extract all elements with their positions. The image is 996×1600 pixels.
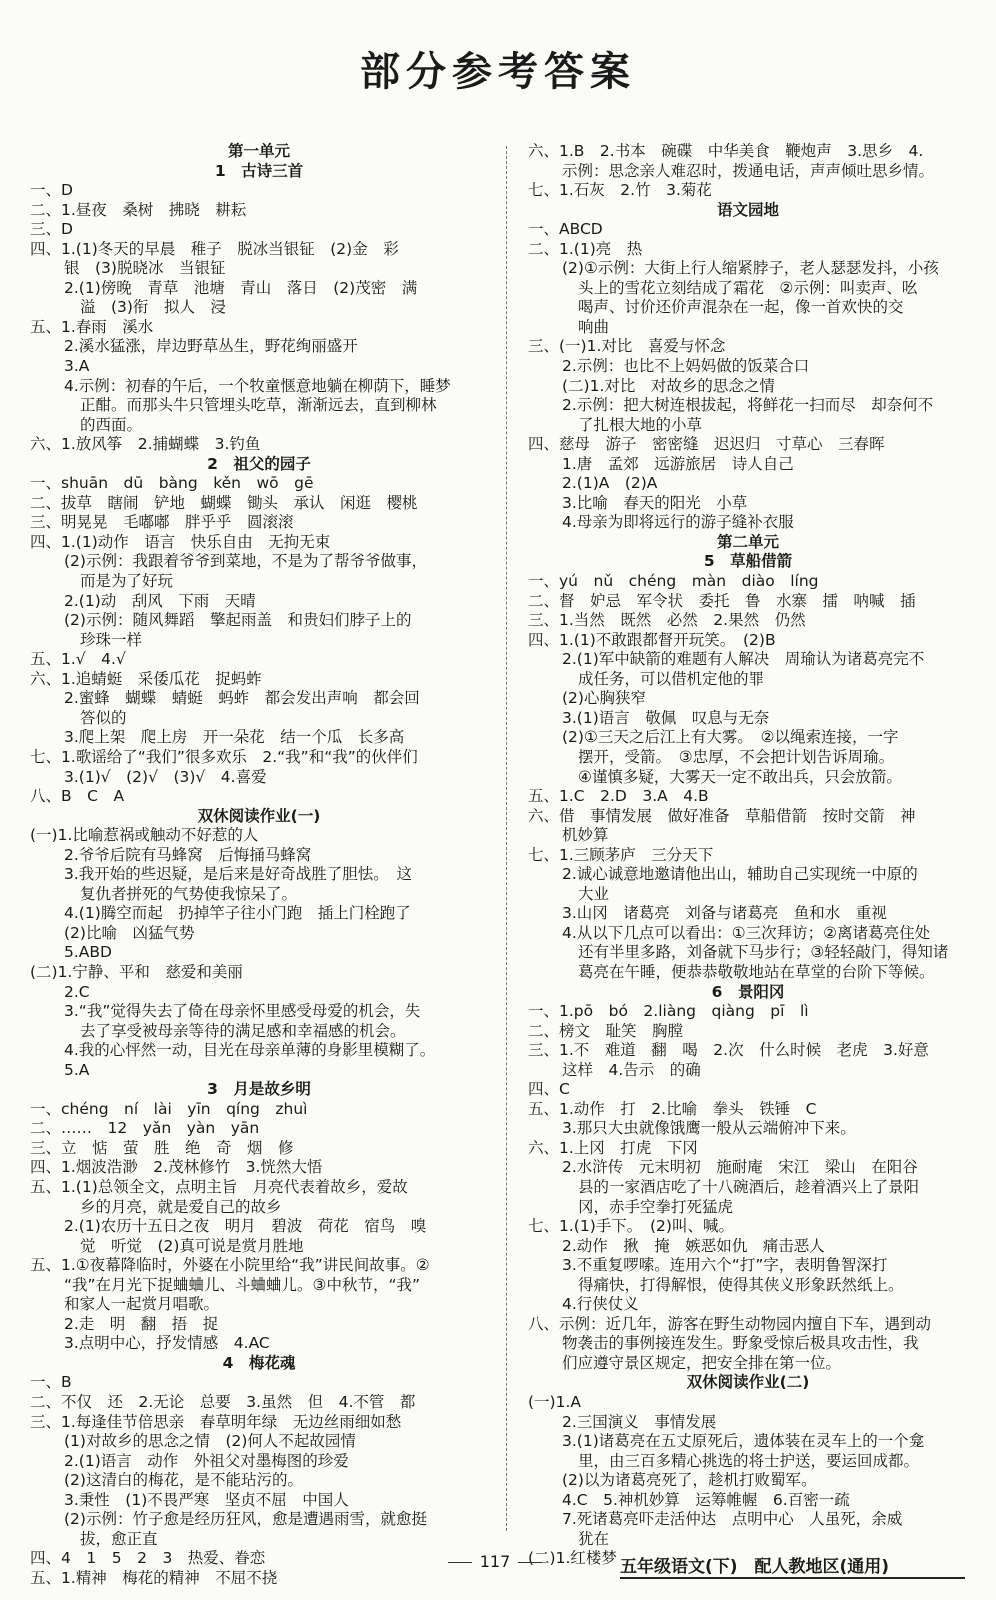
- answer-line: 答似的: [80, 708, 127, 727]
- answer-column-right: [528, 142, 968, 1569]
- answer-line: 4.母亲为即将远行的游子缝补衣服: [562, 513, 794, 532]
- answer-line: 七、1.歌谣给了“我们”很多欢乐 2.“我”和“我”的伙伴们: [30, 747, 418, 766]
- answer-line: 七、1.(1)手下。 (2)叫、喊。: [528, 1217, 734, 1236]
- answer-line: 3.比喻 春天的阳光 小草: [562, 493, 748, 512]
- answer-line: 成任务，可以借机定他的罪: [578, 669, 765, 688]
- answer-line: (2)①三天之后江上有大雾。 ②以绳索连接，一字: [562, 728, 899, 747]
- answer-line: 葛亮在午睡，便恭恭敬敬地站在草堂的台阶下等候。: [578, 962, 935, 981]
- answer-line: (2)这清白的梅花，是不能玷污的。: [64, 1471, 303, 1490]
- answer-line: 2.溪水猛涨，岸边野草丛生，野花绚丽盛开: [64, 337, 358, 356]
- answer-line: (2)比喻 凶猛气势: [64, 923, 195, 942]
- answer-line: (二)1.对比 对故乡的思念之情: [562, 376, 775, 395]
- answer-line: 二、不仅 还 2.无论 总要 3.虽然 但 4.不管 都: [30, 1393, 416, 1411]
- answer-line: 三、1.当然 既然 必然 2.果然 仍然: [528, 611, 806, 630]
- answer-line: (2)①示例：大街上行人缩紧脖子，老人瑟瑟发抖，小孩: [562, 259, 939, 278]
- answer-line: 2.三国演义 事情发展: [562, 1412, 717, 1431]
- answer-line: 的西面。: [80, 415, 143, 434]
- answer-line: 还有半里多路，刘备就下马步行；③轻轻敲门，得知诸: [578, 943, 949, 962]
- answer-line: 二、督 妒忌 军令状 委托 鲁 水寨 擂 呐喊 插: [528, 591, 916, 610]
- book-title: 五年级语文(下) 配人教地区(通用): [620, 1557, 890, 1577]
- answer-line: 3.我开始的些迟疑，是后来是好奇战胜了胆怯。 这: [64, 865, 413, 884]
- answer-line: 1.唐 孟郊 远游旅居 诗人自己: [562, 454, 794, 473]
- section-heading: 3 月是故乡明: [207, 1080, 311, 1099]
- answer-line: 响曲: [578, 317, 610, 336]
- answer-line: 2.爷爷后院有马蜂窝 后悔捅马蜂窝: [64, 845, 312, 864]
- answer-line: 犹在: [578, 1529, 610, 1548]
- answer-line: 3.A: [64, 357, 90, 376]
- answer-line: 一、B: [30, 1373, 72, 1392]
- answer-line: 3.爬上架 爬上房 开一朵花 结一个瓜 长多高: [64, 728, 405, 747]
- section-heading: 6 景阳冈: [711, 982, 785, 1001]
- answer-line: 四、1.(1)动作 语言 快乐自由 无拘无束: [30, 532, 331, 551]
- answer-line: 五、1.√ 4.√: [30, 650, 126, 669]
- section-heading: 第一单元: [227, 142, 290, 160]
- answer-line: 4.(1)腾空而起 扔掉竿子往小门跑 插上门栓跑了: [64, 904, 411, 923]
- answer-line: 5.A: [64, 1060, 90, 1079]
- answer-column-left: [30, 142, 488, 1588]
- answer-line: 三、(一)1.对比 喜爱与怀念: [528, 337, 726, 356]
- answer-line: 物袭击的事例接连发生。野象受惊后极具攻击性，我: [562, 1334, 919, 1353]
- answer-line: 4.示例：初春的午后，一个牧童惬意地躺在柳荫下，睡梦: [64, 376, 451, 395]
- answer-line: (1)对故乡的思念之情 (2)何人不起故园情: [64, 1432, 356, 1451]
- page-number-block: [420, 1552, 570, 1571]
- answer-line: 5.ABD: [64, 943, 112, 962]
- answer-line: 一、D: [30, 181, 73, 200]
- section-heading: 5 草船借箭: [703, 552, 793, 571]
- answer-line: 复仇者拼死的气势使我惊呆了。: [80, 884, 298, 903]
- answer-line: 正酣。而那头牛只管埋头吃草，渐渐远去，直到柳林: [80, 396, 437, 415]
- answer-line: 头上的雪花立刻结成了霜花 ②示例：叫卖声、吆: [578, 278, 918, 297]
- answer-line: 六、1.追蜻蜓 采倭瓜花 捉蚂蚱: [30, 669, 262, 688]
- answer-line: 2.(1)语言 动作 外祖父对墨梅图的珍爱: [64, 1451, 349, 1470]
- answer-line: 六、1.上冈 打虎 下冈: [528, 1138, 698, 1157]
- answer-line: (一)1.比喻惹祸或触动不好惹的人: [30, 826, 259, 845]
- page-footer: [0, 1552, 996, 1582]
- answer-line: 4.C 5.神机妙算 运筹帷幄 6.百密一疏: [562, 1490, 850, 1509]
- answer-line: 珍珠一样: [80, 630, 143, 649]
- answer-line: 一、shuān dū bàng kěn wō gē: [30, 474, 314, 493]
- answer-line: 4.我的心怦然一动，目光在母亲单薄的身影里模糊了。: [64, 1041, 436, 1060]
- answer-line: 2.(1)动 刮风 下雨 天晴: [64, 591, 256, 610]
- answer-line: 八、示例：近几年，游客在野生动物园内擅自下车，遇到动: [528, 1314, 932, 1333]
- answer-line: (二)1.红楼梦: [528, 1549, 617, 1568]
- answer-line: 四、慈母 游子 密密缝 迟迟归 寸草心 三春晖: [528, 435, 885, 454]
- section-heading: 语文园地: [716, 200, 779, 219]
- answer-line: 这样 4.告示 的确: [562, 1060, 701, 1079]
- answer-line: 大业: [578, 884, 610, 903]
- answer-line: (2)示例：我跟着爷爷到菜地，不是为了帮爷爷做事，: [64, 552, 427, 571]
- answer-line: 二、1.(1)亮 热: [528, 239, 643, 258]
- section-heading: 第二单元: [716, 532, 779, 551]
- answer-line: 一、chéng ní lài yīn qíng zhuì: [30, 1099, 308, 1118]
- answer-line: 2.示例：也比不上妈妈做的饭菜合口: [562, 357, 810, 376]
- answer-line: 示例：思念亲人难忍时，拨通电话，声声倾吐思乡情。: [562, 161, 935, 180]
- answer-line: (2)以为诸葛亮死了，趁机打败蜀军。: [562, 1471, 817, 1490]
- section-heading: 双休阅读作业(二): [686, 1373, 810, 1392]
- dash-left: [448, 1562, 472, 1563]
- answer-line: 3.(1)诸葛亮在五丈原死后，遗体装在灵车上的一个龛: [562, 1432, 925, 1451]
- answer-line: 三、D: [30, 220, 73, 239]
- answer-line: 3.“我”觉得失去了倚在母亲怀里感受母爱的机会，失: [64, 1002, 421, 1021]
- page-number: 117: [479, 1552, 511, 1571]
- section-heading: 1 古诗三首: [214, 161, 304, 180]
- answer-line: 六、1.放风筝 2.捕蝴蝶 3.钓鱼: [30, 435, 261, 454]
- answer-line: 二、…… 12 yǎn yàn yān: [30, 1119, 260, 1138]
- answer-line: 3.山冈 诸葛亮 刘备与诸葛亮 鱼和水 重视: [562, 904, 887, 923]
- page-title: 部分参考答案: [360, 48, 636, 95]
- answer-line: 二、榜文 耻笑 胸膛: [528, 1021, 684, 1040]
- answer-line: 一、yú nǔ chéng màn diào líng: [528, 572, 819, 591]
- answer-line: 一、1.pō bó 2.liàng qiàng pī lì: [528, 1002, 809, 1021]
- answer-line: 溢 (3)衔 拟人 浸: [80, 298, 226, 317]
- answer-line: 里，由三百多精心挑选的将士护送，要运回成都。: [578, 1451, 920, 1470]
- answer-line: 四、4 1 5 2 3 热爱、眷恋: [30, 1549, 266, 1568]
- answer-line: 3.那只大虫就像饿鹰一般从云端俯冲下来。: [562, 1119, 856, 1138]
- answer-line: 三、1.不 难道 翻 喝 2.次 什么时候 老虎 3.好意: [528, 1041, 929, 1060]
- answer-line: 3.(1)语言 敬佩 叹息与无奈: [562, 708, 770, 727]
- answer-line: 冈，赤手空拳打死猛虎: [578, 1197, 734, 1216]
- answer-line: 四、1.烟波浩渺 2.茂林修竹 3.恍然大悟: [30, 1158, 323, 1177]
- answer-line: 拔，愈正直: [80, 1529, 158, 1548]
- answer-line: 7.死诸葛亮吓走活仲达 点明中心 人虽死，余威: [562, 1510, 903, 1529]
- section-heading: 4 梅花魂: [222, 1353, 296, 1372]
- answer-line: 三、明晃晃 毛嘟嘟 胖乎乎 圆滚滚: [30, 513, 294, 532]
- answer-line: 2.(1)傍晚 青草 池塘 青山 落日 (2)茂密 满: [64, 278, 418, 297]
- answer-line: (二)1.宁静、平和 慈爱和美丽: [30, 962, 243, 981]
- answer-line: 2.蜜蜂 蝴蝶 蜻蜓 蚂蚱 都会发出声响 都会回: [64, 689, 420, 708]
- answer-line: 三、立 惦 萤 胜 绝 奇 烟 修: [30, 1138, 294, 1157]
- answer-line: 八、B C A: [30, 787, 125, 806]
- answer-line: “我”在月光下捉蛐蛐儿、斗蛐蛐儿。③中秋节，“我”: [64, 1275, 421, 1294]
- answer-line: 3.点明中心，抒发情感 4.AC: [64, 1334, 270, 1353]
- answer-line: 得痛快，打得解恨，使得其侠义形象跃然纸上。: [578, 1275, 904, 1294]
- answer-line: 机妙算: [562, 826, 609, 845]
- answer-line: 2.(1)农历十五日之夜 明月 碧波 荷花 宿鸟 嗅: [64, 1217, 427, 1236]
- answer-line: 五、1.精神 梅花的精神 不屈不挠: [30, 1568, 278, 1587]
- dash-right: [518, 1562, 542, 1563]
- answer-line: 六、借 事情发展 做好准备 草船借箭 按时交箭 神: [528, 806, 916, 825]
- answer-line: 4.从以下几点可以看出：①三次拜访；②离诸葛亮住处: [562, 923, 931, 942]
- answer-line: (2)示例：随风舞蹈 擎起雨盖 和贵妇们脖子上的: [64, 611, 412, 630]
- answer-line: 七、1.石灰 2.竹 3.菊花: [528, 181, 712, 200]
- answer-line: 四、1.(1)冬天的早晨 稚子 脱冰当银钲 (2)金 彩: [30, 239, 399, 258]
- answer-line: 六、1.B 2.书本 碗碟 中华美食 鞭炮声 3.思乡 4.: [528, 142, 924, 160]
- footer-rule: [620, 1577, 965, 1579]
- answer-line: 而是为了好玩: [80, 572, 174, 591]
- column-divider: [506, 146, 507, 1531]
- answer-line: 3.(1)√ (2)√ (3)√ 4.喜爱: [64, 767, 267, 786]
- answer-line: 五、1.动作 打 2.比喻 拳头 铁锤 C: [528, 1099, 817, 1118]
- answer-line: 觉 听觉 (2)真可说是赏月胜地: [80, 1236, 304, 1255]
- answer-line: 2.(1)A (2)A: [562, 474, 658, 493]
- answer-line: 3.不重复啰嗦。连用六个“打”字，表明鲁智深打: [562, 1256, 888, 1275]
- answer-line: (2)示例：竹子愈是经历狂风，愈是遭遇雨雪，就愈挺: [64, 1510, 427, 1529]
- answer-line: 五、1.C 2.D 3.A 4.B: [528, 787, 709, 806]
- answer-line: 2.动作 揪 掩 嫉恶如仇 痛击恶人: [562, 1236, 825, 1255]
- answer-line: 2.诚心诚意地邀请他出山，辅助自己实现统一中原的: [562, 865, 918, 884]
- section-heading: 双休阅读作业(一): [197, 806, 321, 825]
- answer-line: (一)1.A: [528, 1393, 581, 1411]
- answer-line: (2)心胸狭窄: [562, 689, 646, 708]
- answer-line: 七、1.三顾茅庐 三分天下: [528, 845, 714, 864]
- answer-line: ④谨慎多疑，大雾天一定不敢出兵，只会放箭。: [578, 767, 902, 786]
- answer-line: 银 (3)脱晓冰 当银钲: [64, 259, 226, 278]
- answer-line: 四、C: [528, 1080, 570, 1099]
- answer-line: 一、ABCD: [528, 220, 603, 239]
- answer-line: 和家人一起赏月唱歌。: [64, 1295, 220, 1314]
- answer-line: 县的一家酒店吃了十八碗酒后，趁着酒兴上了景阳: [578, 1177, 920, 1196]
- answer-line: 二、1.昼夜 桑树 拂晓 耕耘: [30, 200, 247, 219]
- answer-line: 2.示例：把大树连根拔起，将鲜花一扫而尽 却奈何不: [562, 396, 934, 415]
- answer-line: 五、1.①夜幕降临时，外婆在小院里给“我”讲民间故事。②: [30, 1256, 430, 1275]
- answer-line: 3.秉性 (1)不畏严寒 坚贞不屈 中国人: [64, 1490, 349, 1509]
- answer-line: 们应遵守景区规定，把安全排在第一位。: [562, 1353, 842, 1372]
- answer-line: 三、1.每逢佳节倍思亲 春草明年绿 无边丝雨细如愁: [30, 1412, 402, 1431]
- answer-line: 乡的月亮，就是爱自己的故乡: [80, 1197, 282, 1216]
- answer-line: 去了享受被母亲等待的满足感和幸福感的机会。: [80, 1021, 406, 1040]
- answer-line: 摆开，受箭。 ③忠厚，不会把计划告诉周瑜。: [578, 747, 895, 766]
- answer-line: 了扎根大地的小草: [578, 415, 703, 434]
- answer-line: 五、1.(1)总领全文，点明主旨 月亮代表着故乡，爱故: [30, 1177, 408, 1196]
- answer-line: 五、1.春雨 溪水: [30, 317, 154, 336]
- answer-line: 2.走 明 翻 捂 捉: [64, 1314, 219, 1333]
- answer-line: 4.行侠仗义: [562, 1295, 639, 1314]
- answer-line: 2.(1)军中缺箭的难题有人解决 周瑜认为诸葛亮完不: [562, 650, 925, 669]
- answer-line: 二、拔草 瞎闹 铲地 蝴蝶 锄头 承认 闲逛 樱桃: [30, 493, 418, 512]
- answer-line: 2.C: [64, 982, 90, 1001]
- answer-line: 喝声、讨价还价声混杂在一起，像一首欢快的交: [578, 298, 904, 317]
- section-heading: 2 祖父的园子: [207, 454, 311, 473]
- answer-line: 四、1.(1)不敢跟都督开玩笑。 (2)B: [528, 630, 776, 649]
- answer-line: 2.水浒传 元末明初 施耐庵 宋江 梁山 在阳谷: [562, 1158, 918, 1177]
